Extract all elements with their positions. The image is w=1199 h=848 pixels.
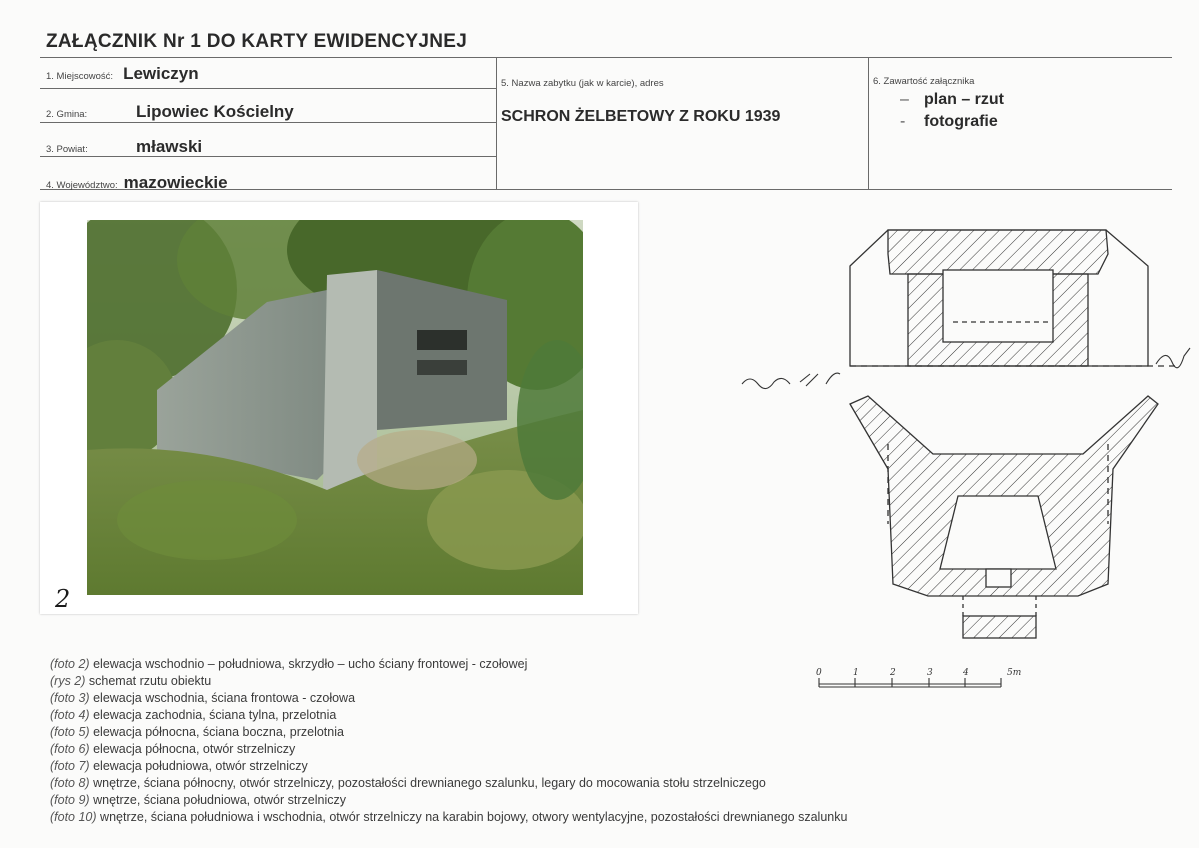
caption-text: schemat rzutu obiektu xyxy=(88,674,212,688)
monument-name: SCHRON ŻELBETOWY Z ROKU 1939 xyxy=(501,108,781,125)
field-label: 3. Powiat: xyxy=(46,144,88,155)
caption-line xyxy=(50,810,847,824)
scale-tick-label: 4 xyxy=(963,668,969,678)
caption-ref: (foto 2) xyxy=(50,657,90,671)
caption-text: wnętrze, ściana północny, otwór strzelniczy, pozostałości drewnianego szalunku, legary do mocowania stołu strzelniczego xyxy=(93,776,766,790)
scale-tick-label: 5m xyxy=(1007,668,1022,678)
scale-tick-label: 2 xyxy=(890,668,896,678)
scale-bar xyxy=(815,664,1030,692)
caption-text: elewacja wschodnia, ściana frontowa - czołowa xyxy=(93,691,356,705)
document-title: ZAŁĄCZNIK Nr 1 DO KARTY EWIDENCYJNEJ xyxy=(46,31,468,52)
caption-line xyxy=(50,657,527,671)
caption-text: wnętrze, ściana południowa i wschodnia, otwór strzelniczy na karabin bojowy, otwory wentylacyjne, pozostałości drewnianego szalunku xyxy=(100,810,848,824)
column-divider-1 xyxy=(496,57,497,189)
caption-line xyxy=(50,708,336,722)
caption-ref: (foto 5) xyxy=(50,725,90,739)
caption-ref: (foto 10) xyxy=(50,810,97,824)
field-label: 5. Nazwa zabytku (jak w karcie), adres xyxy=(501,78,664,89)
field-wojewodztwo xyxy=(46,173,228,193)
caption-ref: (foto 7) xyxy=(50,759,90,773)
scale-tick-label: 1 xyxy=(853,668,859,678)
scale-tick-label: 3 xyxy=(927,668,933,678)
caption-line xyxy=(50,759,308,773)
field-label: 1. Miejscowość: xyxy=(46,71,114,82)
field-value: mławski xyxy=(136,137,203,156)
dash-icon: - xyxy=(900,113,906,130)
photo-number: 2 xyxy=(55,585,71,613)
field-label: 4. Województwo: xyxy=(46,180,118,191)
field-value: Lipowiec Kościelny xyxy=(136,102,294,121)
field-miejscowosc xyxy=(46,64,199,84)
attachment-item xyxy=(900,91,1004,109)
field-label: 6. Zawartość załącznika xyxy=(873,76,975,87)
caption-text: elewacja wschodnio – południowa, skrzydło – ucho ściany frontowej - czołowej xyxy=(93,657,528,671)
caption-ref: (rys 2) xyxy=(50,674,86,688)
dash-icon: – xyxy=(900,91,909,108)
caption-text: elewacja północna, ściana boczna, przelotnia xyxy=(93,725,344,739)
bunker-plan-drawing xyxy=(738,224,1198,644)
field-line-2 xyxy=(40,122,497,123)
caption-ref: (foto 8) xyxy=(50,776,90,790)
column-divider-2 xyxy=(868,57,869,189)
bunker-photo xyxy=(87,220,583,595)
attachment-item xyxy=(900,113,998,131)
attachment-label: plan – rzut xyxy=(924,91,1005,108)
field-label: 2. Gmina: xyxy=(46,109,88,120)
field-gmina xyxy=(46,102,294,122)
caption-line xyxy=(50,776,766,790)
caption-line xyxy=(50,691,355,705)
caption-ref: (foto 9) xyxy=(50,793,90,807)
caption-line xyxy=(50,674,211,688)
caption-line xyxy=(50,793,346,807)
caption-text: wnętrze, ściana południowa, otwór strzelniczy xyxy=(93,793,346,807)
caption-ref: (foto 4) xyxy=(50,708,90,722)
caption-text: elewacja północna, otwór strzelniczy xyxy=(93,742,296,756)
caption-text: elewacja południowa, otwór strzelniczy xyxy=(93,759,308,773)
caption-text: elewacja zachodnia, ściana tylna, przelotnia xyxy=(93,708,337,722)
scale-tick-label: 0 xyxy=(816,668,822,678)
field-value: Lewiczyn xyxy=(123,64,199,83)
field-powiat xyxy=(46,137,202,157)
field-line-1 xyxy=(40,88,497,89)
caption-line xyxy=(50,742,295,756)
caption-ref: (foto 6) xyxy=(50,742,90,756)
title-underline xyxy=(40,57,1172,58)
field-value: mazowieckie xyxy=(123,173,228,192)
caption-ref: (foto 3) xyxy=(50,691,90,705)
caption-line xyxy=(50,725,344,739)
attachment-label: fotografie xyxy=(924,113,998,130)
